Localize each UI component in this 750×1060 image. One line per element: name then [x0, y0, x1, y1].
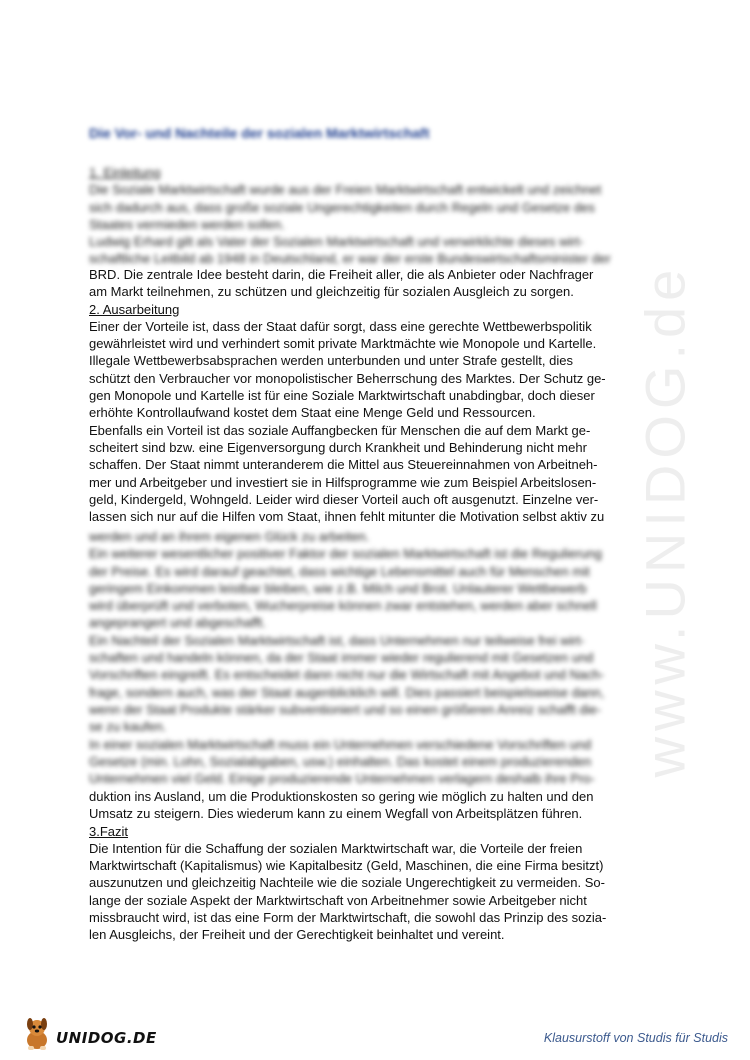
- section-heading-ausarbeitung: 2. Ausarbeitung: [89, 301, 180, 317]
- text-line: In einer sozialen Marktwirtschaft muss ein Unternehmen verschiedene Vorschriften und: [89, 736, 592, 752]
- text-line: angeprangert und abgeschafft.: [89, 615, 266, 631]
- section-fazit-lines: [89, 840, 699, 944]
- text-line: scheitert sind bzw. eine Eigenversorgung durch Krankheit und Behinderung nicht mehr: [89, 439, 587, 455]
- text-line: auszunutzen und gleichzeitig Nachteile wie die soziale Ungerechtigkeit zu vermeiden. So-: [89, 875, 605, 891]
- blurred-middle-lines: [89, 528, 699, 787]
- text-line: wird überprüft und verboten, Wucherpreise können zwar entstehen, werden aber schnell: [89, 598, 597, 614]
- blurred-middle: [89, 528, 699, 787]
- unidog-logo: [22, 1012, 162, 1052]
- footer-note: Klausurstoff von Studis für Studis: [543, 1031, 728, 1045]
- section-conclusion-text: [89, 788, 699, 944]
- dog-icon: [22, 1016, 52, 1052]
- text-line: Gesetze (min. Lohn, Sozialabgaben, usw.) einhalten. Das kostet einem produzierenden: [89, 753, 592, 769]
- text-line: BRD. Die zentrale Idee besteht darin, die Freiheit aller, die als Anbieter oder Nachfrager: [89, 267, 594, 282]
- text-line: lassen sich nur auf die Hilfen vom Staat, ihnen fehlt mitunter die Motivation selbst aktiv zu: [89, 509, 605, 525]
- text-line: gewährleistet wird und verhindert somit private Marktmächte wie Monopole und Kartelle.: [89, 336, 597, 352]
- section-ausarbeitung-lines: [89, 318, 699, 526]
- text-line: Umsatz zu steigern. Dies wiederum kann zu einem Wegfall von Arbeitsplätzen führen.: [89, 806, 583, 822]
- text-line: Illegale Wettbewerbsabsprachen werden unterbunden und unter Strafe gestellt, dies: [89, 353, 573, 369]
- watermark-text: www.UNIDOG.de: [633, 263, 697, 777]
- text-line: mer und Arbeitgeber und investiert sie in Hilfsprogramme wie zum Beispiel Arbeitslosen-: [89, 474, 597, 490]
- text-line: Ebenfalls ein Vorteil ist das soziale Auffangbecken für Menschen die auf dem Markt ge-: [89, 422, 591, 438]
- blurred-intro-lines: [89, 181, 699, 267]
- text-line: lange der soziale Aspekt der Marktwirtschaft von Arbeitnehmer sowie Arbeitgeber nicht: [89, 892, 587, 908]
- section-intro-text: [89, 266, 699, 525]
- text-line: geringem Einkommen leistbar bleiben, wie z.B. Milch und Brot. Unlauterer Wettbewerb: [89, 580, 587, 596]
- text-line: Staates vermieden werden sollen.: [89, 216, 285, 232]
- text-line: schaften und handeln können, da der Staat immer wieder regulierend mit Gesetzen und: [89, 650, 594, 666]
- text-line: erhöhte Kontrollaufwand kostet dem Staat eine Menge Geld und Ressourcen.: [89, 405, 536, 421]
- text-line: Die Soziale Marktwirtschaft wurde aus der Freien Marktwirtschaft entwickelt und zeichnet: [89, 182, 602, 198]
- text-line: schaffen. Der Staat nimmt unteranderem die Mittel aus Steuereinnahmen von Arbeitneh-: [89, 457, 598, 473]
- text-line: frage, sondern auch, was der Staat augenblicklich will. Dies passiert beispielsweise dann,: [89, 684, 605, 700]
- text-line: Einer der Vorteile ist, dass der Staat dafür sorgt, dass eine gerechte Wettbewerbspolitik: [89, 318, 592, 334]
- text-line: Marktwirtschaft (Kapitalismus) wie Kapitalbesitz (Geld, Maschinen, die eine Firma besitzt): [89, 858, 604, 874]
- text-line: werden und an ihrem eigenen Glück zu arbeiten.: [89, 529, 370, 544]
- text-line: duktion ins Ausland, um die Produktionskosten so gering wie möglich zu halten und den: [89, 789, 594, 804]
- text-line: sich dadurch aus, dass große soziale Ungerechtigkeiten durch Regeln und Gesetze des: [89, 199, 595, 215]
- text-line: schaftliche Leitbild ab 1948 in Deutschland, er war der erste Bundeswirtschaftsminister der: [89, 251, 611, 267]
- text-line: wenn der Staat Produkte stärker subventioniert und so einen größeren Anreiz schafft die-: [89, 701, 602, 717]
- section-ausarbeitung-end-lines: [89, 788, 699, 823]
- text-line: Die Intention für die Schaffung der sozialen Marktwirtschaft war, die Vorteile der freien: [89, 840, 583, 856]
- text-line: se zu kaufen.: [89, 719, 167, 735]
- text-line: Vorschriften eingreift. Es entscheidet dann nicht nur die Wirtschaft mit Angebot und Nach-: [89, 667, 605, 683]
- text-line: am Markt teilnehmen, zu schützen und gleichzeitig für sozialen Ausgleich zu sorgen.: [89, 284, 574, 300]
- text-line: len Ausgleichs, der Freiheit und der Gerechtigkeit beinhaltet und vereint.: [89, 927, 505, 943]
- text-line: geld, Kindergeld, Wohngeld. Leider wird dieser Vorteil auch oft ausgenutzt. Einzelne ver-: [89, 491, 599, 507]
- text-line: Unternehmen viel Geld. Einige produzierende Unternehmen verlagern deshalb ihre Pro-: [89, 771, 595, 787]
- logo-text: UNIDOG.DE: [56, 1029, 157, 1047]
- text-line: Ein Nachteil der Sozialen Marktwirtschaft ist, dass Unternehmen nur teilweise frei wirt-: [89, 632, 585, 648]
- text-line: gen Monopole und Kartelle ist für eine Soziale Marktwirtschaft unabdingbar, doch dieser: [89, 388, 595, 404]
- section-heading-fazit: 3.Fazit: [89, 823, 129, 839]
- text-line: missbraucht wird, ist das eine Form der Marktwirtschaft, die sowohl das Prinzip des sozia-: [89, 910, 607, 926]
- text-line: Ein weiterer wesentlicher positiver Faktor der sozialen Marktwirtschaft ist die Regulierung: [89, 546, 602, 562]
- section-intro-lines: [89, 266, 699, 301]
- text-line: schützt den Verbraucher vor monopolistischer Beherrschung des Marktes. Der Schutz ge-: [89, 370, 606, 386]
- blurred-intro: [89, 164, 699, 268]
- section-heading-intro: 1. Einleitung: [89, 165, 161, 180]
- text-line: der Preise. Es wird darauf geachtet, dass wichtige Lebensmittel auch für Menschen mit: [89, 563, 590, 579]
- text-line: Ludwig Erhard gilt als Vater der Sozialen Marktwirtschaft und verwirklichte dieses wirt-: [89, 234, 584, 250]
- document-title: Die Vor- und Nachteile der sozialen Marktwirtschaft: [89, 125, 430, 141]
